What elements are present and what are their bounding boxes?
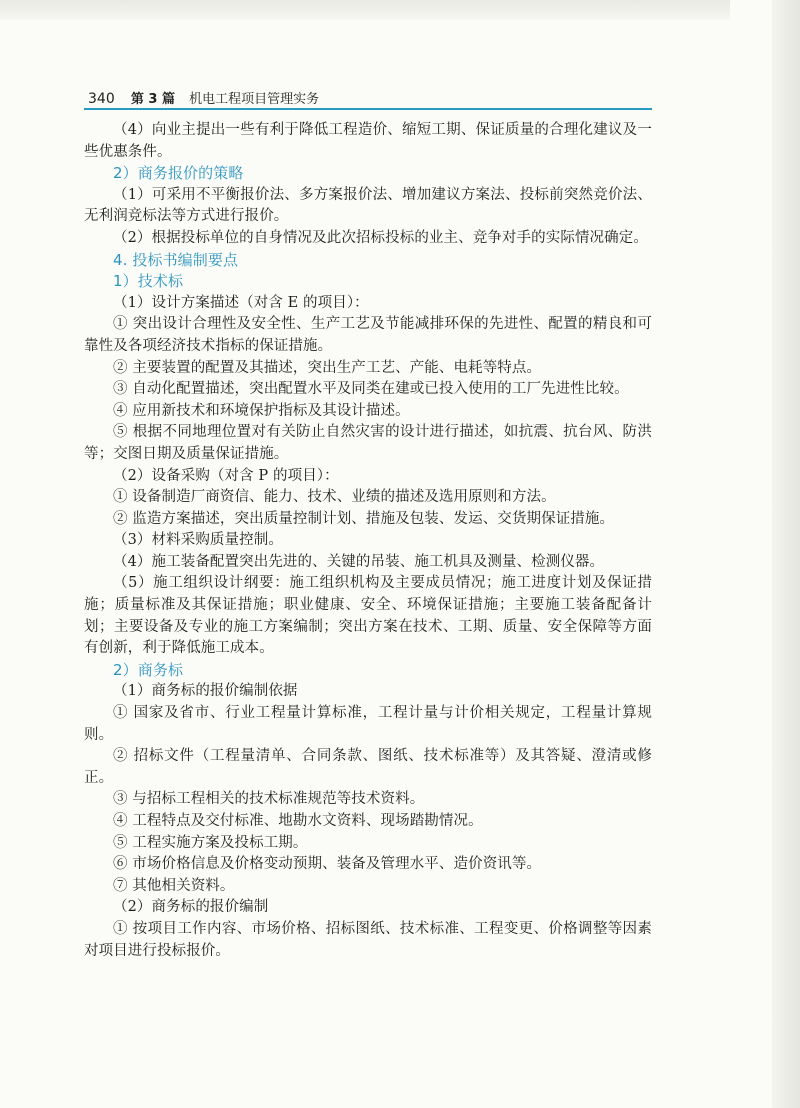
paragraph: ⑤ 工程实施方案及投标工期。 [113,834,308,851]
scan-right-edge [772,0,800,1108]
scan-top-strip [0,0,730,20]
paragraph: ⑥ 市场价格信息及价格变动预期、装备及管理水平、造价资讯等。 [113,856,542,873]
paragraph: ② 监造方案描述，突出质量控制计划、措施及包装、发运、交货期保证措施。 [113,510,615,527]
paragraph: （4）施工装备配置突出先进的、关键的吊装、施工机具及测量、检测仪器。 [113,553,605,570]
header-rule [84,108,652,110]
section-heading: 4. 投标书编制要点 [113,250,239,269]
paragraph: ① 突出设计合理性及安全性、生产工艺及节能减排环保的先进性、配置的精良和可靠性及各项经济技术指标的保证措施。 [84,316,652,354]
paragraph: （2）根据投标单位的自身情况及此次招标投标的业主、竞争对手的实际情况确定。 [113,229,648,246]
page-header [88,88,648,114]
paragraph: （2）设备采购（对含 P 的项目）： [113,467,339,484]
paragraph: （3）材料采购质量控制。 [113,532,283,549]
paragraph: ④ 应用新技术和环境保护指标及其设计描述。 [113,402,410,419]
paragraph: （1）可采用不平衡报价法、多方案报价法、增加建议方案法、投标前突然竞价法、无利润竞标法等方式进行报价。 [84,186,652,225]
paragraph: ② 招标文件（工程量清单、合同条款、图纸、技术标准等）及其答疑、澄清或修正。 [84,748,652,786]
section-heading: 2）商务标 [113,660,184,679]
paragraph: ① 国家及省市、行业工程量计算标准，工程计量与计价相关规定，工程量计算规则。 [84,705,652,743]
body-text [84,120,652,962]
paragraph: ④ 工程特点及交付标准、地勘水文资料、现场踏勘情况。 [113,813,483,829]
paragraph: ③ 与招标工程相关的技术标准规范等技术资料。 [113,791,425,808]
paragraph: （4）向业主提出一些有利于降低工程造价、缩短工期、保证质量的合理化建议及一些优惠条件。 [84,122,652,160]
section-heading: 2）商务报价的策略 [113,164,244,183]
paragraph: ② 主要装置的配置及其描述，突出生产工艺、产能、电耗等特点。 [113,359,542,376]
section-heading: 1）技术标 [113,272,184,291]
page-number: 340 [88,91,115,107]
chapter-title: 机电工程项目管理实务 [189,92,320,107]
paragraph: ⑤ 根据不同地理位置对有关防止自然灾害的设计进行描述，如抗震、抗台风、防洪等；交图日期及质量保证措施。 [84,424,652,462]
paragraph: （1）设计方案描述（对含 E 的项目）： [113,294,369,311]
paragraph: ① 按项目工作内容、市场价格、招标图纸、技术标准、工程变更、价格调整等因素对项目进行投标报价。 [84,920,652,959]
paragraph: （2）商务标的报价编制 [113,899,269,916]
paragraph: ① 设备制造厂商资信、能力、技术、业绩的描述及选用原则和方法。 [113,489,556,506]
part-label: 第 3 篇 [130,92,175,107]
paragraph: （5）施工组织设计纲要：施工组织机构及主要成员情况；施工进度计划及保证措施；质量标准及其保证措施；职业健康、安全、环境保证措施；主要施工装备配备计划；主要设备及专业的施工方案编制；突出方案在技术、工期、质量、安全保障等方面有创新，利于降低施工成本。 [84,575,652,657]
paragraph: ③ 自动化配置描述，突出配置水平及同类在建或已投入使用的工厂先进性比较。 [113,381,629,398]
paragraph: ⑦ 其他相关资料。 [113,877,235,894]
paragraph: （1）商务标的报价编制依据 [113,683,298,700]
